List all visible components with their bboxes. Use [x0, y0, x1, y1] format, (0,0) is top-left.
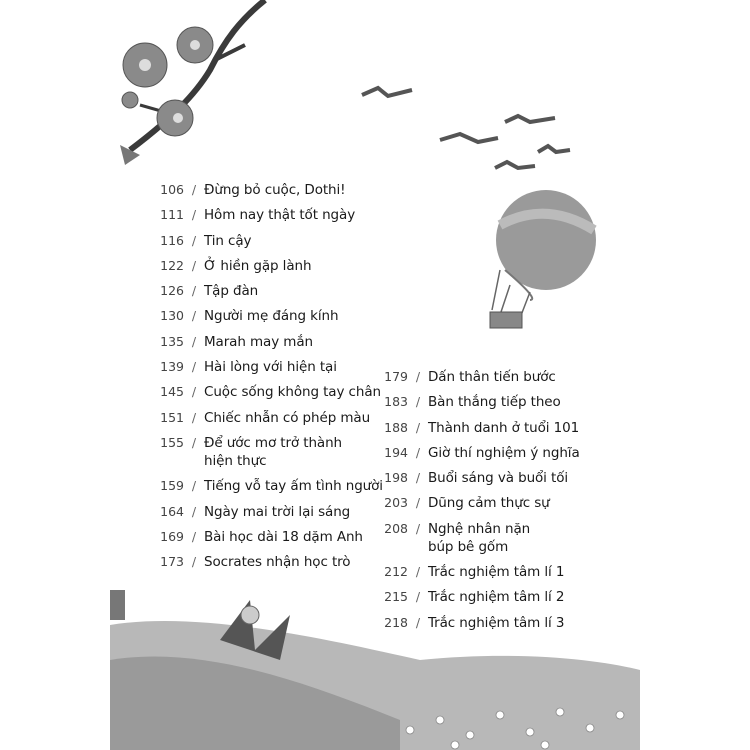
toc-entry — [374, 563, 580, 581]
toc-page-number: 145 — [160, 384, 184, 400]
toc-separator: / — [191, 478, 197, 494]
toc-separator: / — [415, 419, 421, 435]
toc-title: Hài lòng với hiện tại — [204, 359, 337, 376]
toc-entry — [374, 444, 580, 462]
toc-entry — [150, 257, 383, 275]
toc-separator: / — [191, 359, 197, 375]
toc-separator: / — [191, 308, 197, 324]
toc-title: Trắc nghiệm tâm lí 1 — [428, 564, 565, 581]
toc-separator: / — [415, 614, 421, 630]
toc-page-number: 126 — [160, 283, 184, 299]
toc-separator: / — [415, 394, 421, 410]
toc-page-number: 106 — [160, 182, 184, 197]
toc-page-number: 116 — [160, 232, 184, 248]
toc-page-number: 208 — [384, 520, 408, 536]
toc-title: Nghệ nhân nặn búp bê gốm — [428, 520, 531, 555]
toc-separator: / — [191, 333, 197, 349]
toc-entry — [374, 494, 580, 512]
toc-separator: / — [191, 409, 197, 425]
toc-separator: / — [415, 495, 421, 511]
toc-page-number: 111 — [160, 207, 184, 223]
toc-separator: / — [191, 232, 197, 248]
toc-page-number: 218 — [384, 614, 408, 630]
toc-title: Chiếc nhẫn có phép màu — [204, 409, 371, 426]
toc-title: Marah may mắn — [204, 333, 313, 350]
toc-entry — [150, 181, 383, 199]
toc-left-column — [150, 181, 383, 578]
toc-page-number: 169 — [160, 528, 184, 544]
toc-title: Trắc nghiệm tâm lí 2 — [428, 589, 565, 606]
toc-page-number: 173 — [160, 554, 184, 570]
toc-entry — [150, 477, 383, 495]
toc-entry — [150, 503, 383, 521]
toc-entry — [374, 368, 580, 386]
toc-entry — [374, 469, 580, 487]
toc-separator: / — [415, 564, 421, 580]
toc-separator: / — [191, 207, 197, 223]
toc-entry — [374, 419, 580, 437]
toc-title: Trắc nghiệm tâm lí 3 — [428, 614, 565, 631]
toc-title: Giờ thí nghiệm ý nghĩa — [428, 444, 580, 461]
toc-entry — [150, 383, 383, 401]
toc-title: Bài học dài 18 dặm Anh — [204, 528, 363, 545]
toc-entry — [374, 588, 580, 606]
toc-title: Cuộc sống không tay chân — [204, 384, 381, 401]
toc-title: Tin cậy — [204, 232, 252, 249]
toc-separator: / — [191, 283, 197, 299]
toc-entry — [150, 358, 383, 376]
toc-title: Tập đàn — [204, 283, 259, 300]
toc-separator: / — [191, 554, 197, 570]
toc-title: Buổi sáng và buổi tối — [428, 470, 569, 487]
toc-page-number: 159 — [160, 478, 184, 494]
toc-separator: / — [191, 528, 197, 544]
toc-title: Bàn thắng tiếp theo — [428, 394, 561, 411]
toc-title: Thành danh ở tuổi 101 — [428, 419, 580, 436]
toc-page-number: 135 — [160, 333, 184, 349]
toc-page-number: 130 — [160, 308, 184, 324]
toc-separator: / — [191, 503, 197, 519]
toc-page-number: 194 — [384, 444, 408, 460]
toc-separator: / — [415, 444, 421, 460]
toc-title: Socrates nhận học trò — [204, 554, 351, 571]
toc-page-number: 139 — [160, 359, 184, 375]
toc-page-number: 198 — [384, 470, 408, 486]
toc-separator: / — [415, 589, 421, 605]
toc-page-number: 212 — [384, 564, 408, 580]
toc-title: Ở hiền gặp lành — [204, 257, 312, 274]
toc-separator: / — [191, 182, 197, 197]
toc-entry — [150, 409, 383, 427]
toc-right-column — [374, 368, 580, 639]
toc-entry — [150, 434, 383, 470]
toc-title: Tiếng vỗ tay ấm tình người — [204, 478, 383, 495]
toc-entry — [150, 206, 383, 224]
toc-entry — [150, 282, 383, 300]
toc-page-number: 122 — [160, 257, 184, 273]
toc-page-number: 215 — [384, 589, 408, 605]
toc-separator: / — [191, 434, 197, 450]
toc-entry — [150, 528, 383, 546]
toc-title: Hôm nay thật tốt ngày — [204, 207, 356, 224]
toc-separator: / — [191, 257, 197, 273]
toc-entry — [150, 333, 383, 351]
toc-entry — [150, 307, 383, 325]
toc-title: Ngày mai trời lại sáng — [204, 503, 351, 520]
toc-page-number: 183 — [384, 394, 408, 410]
toc-entry — [374, 614, 580, 632]
toc-page-number: 164 — [160, 503, 184, 519]
toc-title: Dấn thân tiến bước — [428, 369, 556, 385]
toc-separator: / — [415, 520, 421, 536]
toc-title: Để ước mơ trở thành hiện thực — [204, 434, 343, 469]
toc-separator: / — [415, 369, 421, 384]
toc-page-number: 203 — [384, 495, 408, 511]
toc-title: Đừng bỏ cuộc, Dothi! — [204, 182, 346, 198]
hot-air-balloon-illustration — [490, 190, 596, 328]
toc-page-number: 155 — [160, 434, 184, 450]
blossom-branch-illustration — [120, 0, 265, 165]
toc-entry — [150, 553, 383, 571]
toc-entry — [374, 393, 580, 411]
toc-title: Người mẹ đáng kính — [204, 308, 339, 325]
toc-page-number: 151 — [160, 409, 184, 425]
toc-page-number: 188 — [384, 419, 408, 435]
toc-separator: / — [191, 384, 197, 400]
toc-entry — [374, 520, 580, 556]
birds-illustration — [362, 88, 570, 168]
toc-title: Dũng cảm thực sự — [428, 495, 550, 512]
toc-page-number: 179 — [384, 369, 408, 384]
toc-separator: / — [415, 470, 421, 486]
toc-entry — [150, 232, 383, 250]
